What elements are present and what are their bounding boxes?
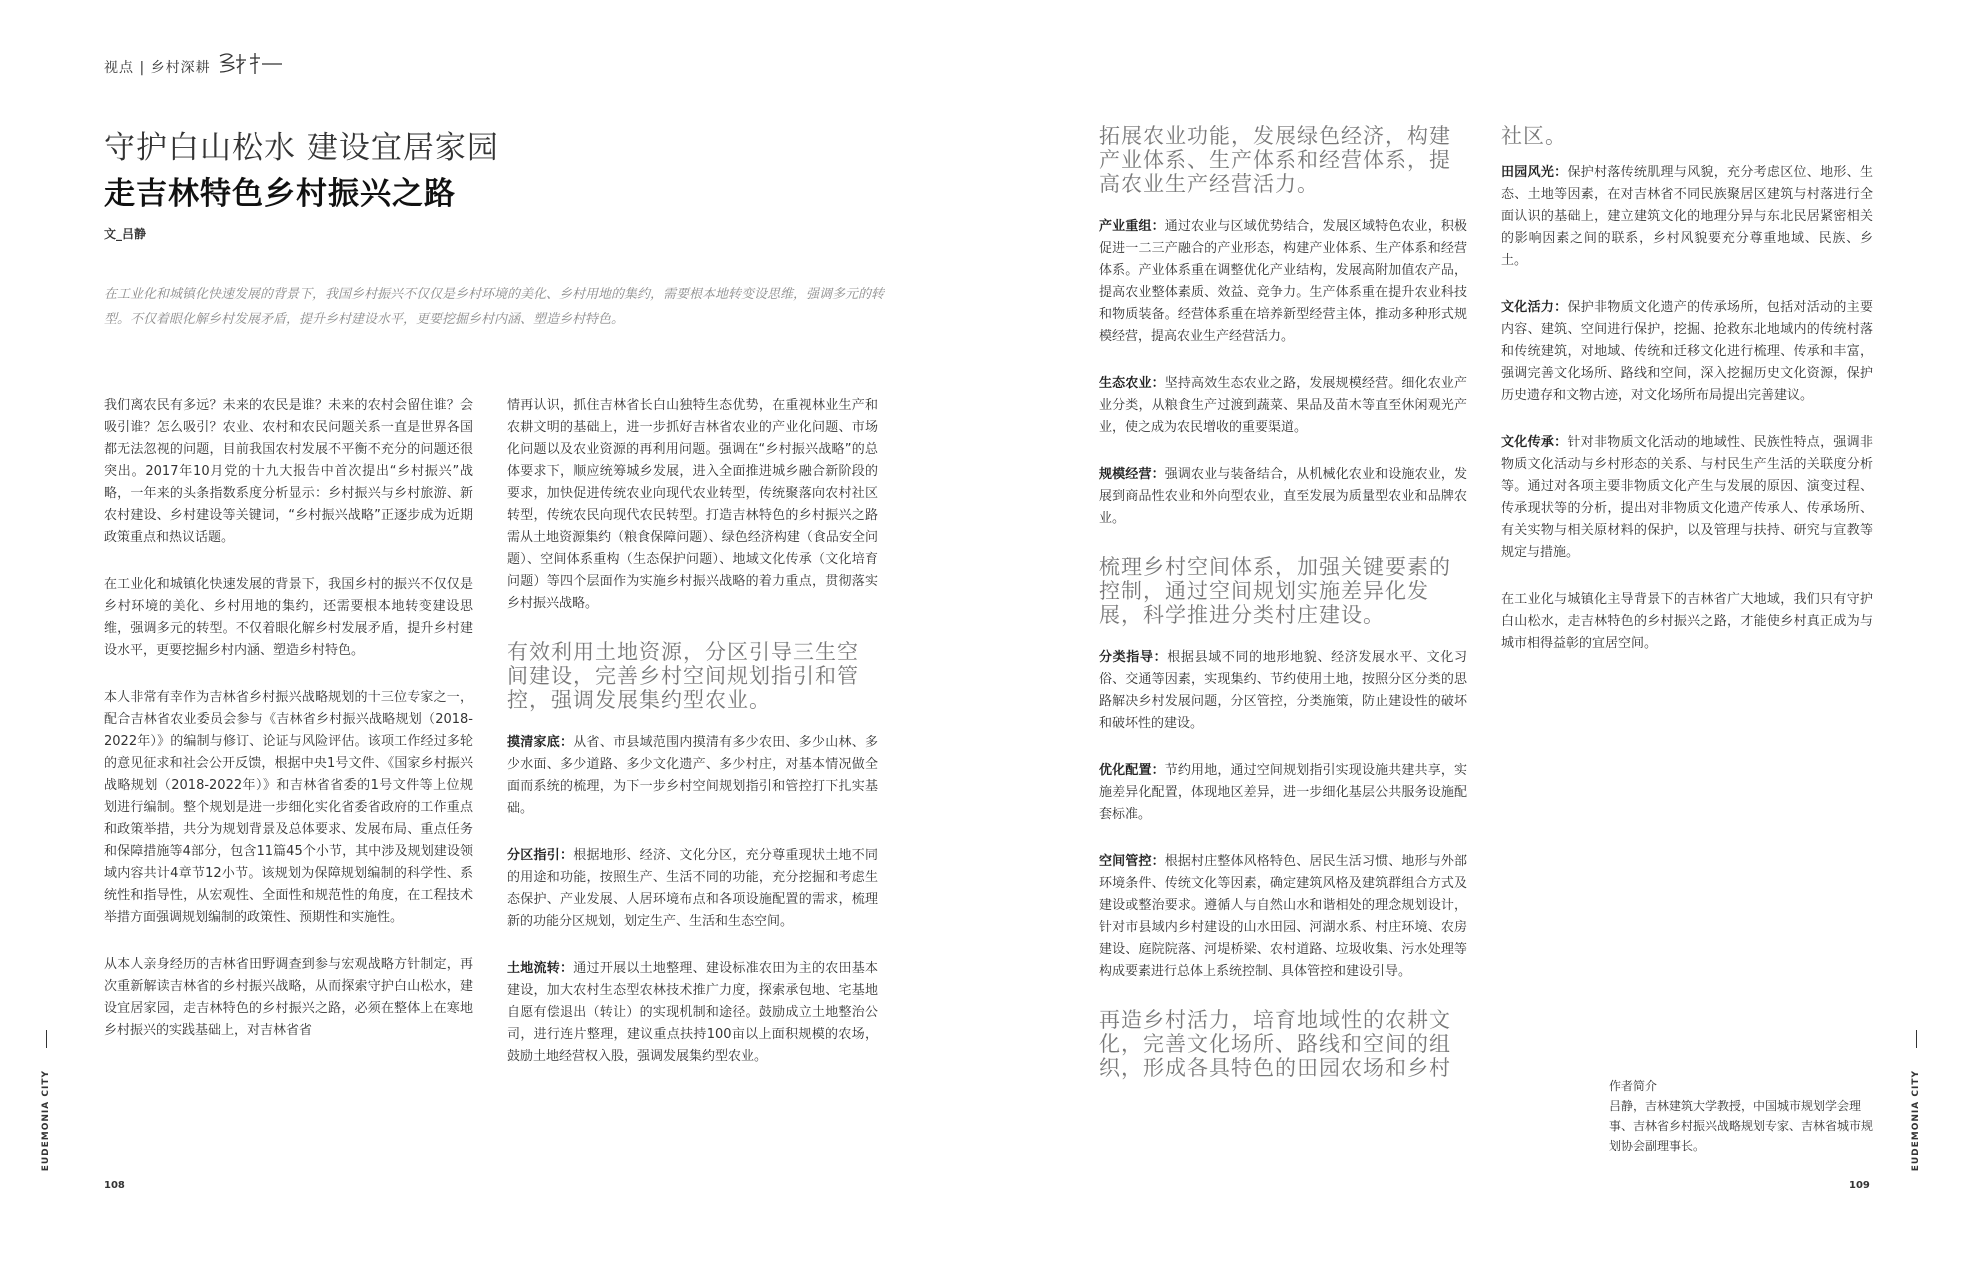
section-heading-tail: 社区。 xyxy=(1501,124,1567,148)
item-label: 田园风光： xyxy=(1501,165,1568,180)
paragraph: 从本人亲身经历的吉林省田野调查到参与宏观战略方针制定，再次重新解读吉林省的乡村振兴战略，从而探索守护白山松水，建设宜居家园，走吉林特色的乡村振兴之路，必须在整体上在寒地乡村振兴的实践基础上，对吉林省省 xyxy=(104,957,473,1038)
item-label: 分区指引： xyxy=(507,848,574,863)
item-text: 根据村庄整体风格特色、居民生活习惯、地形与外部环境条件、传统文化等因素，确定建筑风格及建筑群组合方式及建设或整治要求。遵循人与自然山水和谐相处的理念规划设计，针对市县域内乡村建设的山水田园、河湖水系、村庄环境、农房建设、庭院院落、河堤桥梁、农村道路、垃圾收集、污水处理等构成要素进行总体上系统控制、具体管控和建设引导。 xyxy=(1099,854,1467,979)
list-item xyxy=(1099,216,1467,348)
list-item xyxy=(1501,162,1873,272)
section-heading: 拓展农业功能，发展绿色经济，构建产业体系、生产体系和经营体系，提高农业生产经营活力。 xyxy=(1099,124,1451,196)
list-item xyxy=(1099,464,1467,530)
item-label: 土地流转： xyxy=(507,961,574,976)
side-brand-text: EUDEMONIA CITY xyxy=(1911,1070,1921,1172)
item-label: 优化配置： xyxy=(1099,763,1165,778)
page-number: 109 xyxy=(1849,1180,1870,1191)
closing-paragraph: 在工业化与城镇化主导背景下的吉林省广大地域，我们只有守护白山松水，走吉林特色的乡村振兴之路，才能使乡村真正成为与城市相得益彰的宜居空间。 xyxy=(1501,592,1873,651)
item-label: 空间管控： xyxy=(1099,854,1165,869)
list-item xyxy=(1099,760,1467,826)
item-label: 摸清家底： xyxy=(507,735,574,750)
lead-paragraph: 在工业化和城镇化快速发展的背景下，我国乡村振兴不仅仅是乡村环境的美化、乡村用地的集约，需要根本地转变设思维，强调多元的转型。不仅着眼化解乡村发展矛盾，提升乡村建设水平，更要挖掘乡村内涵、塑造乡村特色。 xyxy=(104,287,885,327)
item-text: 通过开展以土地整理、建设标准农田为主的农田基本建设，加大农村生态型农林技术推广力度，探索承包地、宅基地自愿有偿退出（转让）的实现机制和途径。鼓励成立土地整治公司，进行连片整理，建议重点扶持100亩以上面积规模的农场，鼓励土地经营权入股，强调发展集约型农业。 xyxy=(507,961,878,1064)
item-label: 文化传承： xyxy=(1501,435,1568,450)
author-heading: 作者简介 xyxy=(1609,1079,1658,1093)
list-item xyxy=(1501,297,1873,407)
item-text: 保护村落传统肌理与风貌，充分考虑区位、地形、生态、土地等因素，在对吉林省不同民族聚居区建筑与村落进行全面认识的基础上，建立建筑文化的地理分异与东北民居紧密相关的影响因素之间的联系，乡村风貌要充分尊重地域、民族、乡土。 xyxy=(1501,165,1873,268)
list-item xyxy=(507,732,878,820)
section-heading: 再造乡村活力，培育地域性的农耕文化，完善文化场所、路线和空间的组织，形成各具特色的田园农场和乡村 xyxy=(1099,1008,1451,1080)
paragraph: 本人非常有幸作为吉林省乡村振兴战略规划的十三位专家之一，配合吉林省农业委员会参与《吉林省乡村振兴战略规划（2018-2022年）》的编制与修订、论证与风险评估。该项工作经过多轮的意见征求和社会公开反馈，根据中央1号文件、《国家乡村振兴战略规划（2018-2022年）》和吉林省省委的1号文件等上位规划进行编制。整个规划是进一步细化实化省委省政府的工作重点和政策举措，共分为规划背景及总体要求、发展布局、重点任务和保障措施等4部分，包含11篇45个小节，其中涉及规划建设领域内容共计4章节12小节。该规划为保障规划编制的科学性、系统性和指导性，从宏观性、全面性和规范性的角度，在工程技术举措方面强调规划编制的政策性、预期性和实施性。 xyxy=(104,690,473,925)
section-heading: 梳理乡村空间体系，加强关键要素的控制，通过空间规划实施差异化发展，科学推进分类村庄建设。 xyxy=(1099,555,1451,627)
item-label: 规模经营： xyxy=(1099,467,1165,482)
list-item xyxy=(1099,647,1467,735)
item-text: 针对非物质文化活动的地域性、民族性特点，强调非物质文化活动与乡村形态的关系、与村民生产生活的关联度分析等。通过对各项主要非物质文化产生与发展的原因、演变过程、传承现状等的分析，提出对非物质文化遗产传承人、传承场所、有关实物与相关原材料的保护，以及管理与扶持、研究与宣教等规定与措施。 xyxy=(1501,435,1873,560)
left-column-2 xyxy=(507,395,878,1093)
side-brand-text: EUDEMONIA CITY xyxy=(41,1070,51,1172)
item-text: 坚持高效生态农业之路，发展规模经营。细化农业产业分类，从粮食生产过渡到蔬菜、果品及苗木等直至休闲观光产业，使之成为农民增收的重要渠道。 xyxy=(1099,376,1467,435)
item-label: 产业重组： xyxy=(1099,219,1165,234)
side-tick xyxy=(46,1030,47,1048)
article-subtitle: 走吉林特色乡村振兴之路 xyxy=(104,176,456,212)
right-column-1 xyxy=(1099,124,1467,1100)
paragraph: 在工业化和城镇化快速发展的背景下，我国乡村的振兴不仅仅是乡村环境的美化、乡村用地的集约，还需要根本地转变建设思维，强调多元的转型。不仅着眼化解乡村发展矛盾，提升乡村建设水平，更要挖掘乡村内涵、塑造乡村特色。 xyxy=(104,577,473,658)
list-item xyxy=(1501,432,1873,564)
left-column-1 xyxy=(104,395,473,1067)
right-page xyxy=(981,0,1962,1264)
item-label: 文化活力： xyxy=(1501,300,1568,315)
item-text: 从省、市县域范围内摸清有多少农田、多少山林、多少水面、多少道路、多少文化遗产、多少村庄，对基本情况做全面而系统的梳理，为下一步乡村空间规划指引和管控打下扎实基础。 xyxy=(507,735,878,816)
item-text: 保护非物质文化遗产的传承场所，包括对活动的主要内容、建筑、空间进行保护，挖掘、抢救东北地域内的传统村落和传统建筑，对地域、传统和迁移文化进行梳理、传承和丰富，强调完善文化场所、路线和空间，深入挖掘历史文化资源，保护历史遗存和文物古迹，对文化场所布局提出完善建议。 xyxy=(1501,300,1873,403)
item-text: 根据地形、经济、文化分区，充分尊重现状土地不同的用途和功能，按照生产、生活不同的功能，充分挖掘和考虑生态保护、产业发展、人居环境布点和各项设施配置的需求，梳理新的功能分区规划，划定生产、生活和生态空间。 xyxy=(507,848,878,929)
page-number: 108 xyxy=(104,1180,125,1191)
list-item xyxy=(507,845,878,933)
item-text: 节约用地，通过空间规划指引实现设施共建共享，实施差异化配置，体现地区差异，进一步细化基层公共服务设施配套标准。 xyxy=(1099,763,1467,822)
list-item xyxy=(1099,373,1467,439)
side-tick xyxy=(1916,1030,1917,1048)
section-label: 视点 | 乡村深耕 xyxy=(104,60,211,76)
section-logo xyxy=(218,50,282,76)
section-heading: 有效利用土地资源，分区引导三生空间建设，完善乡村空间规划指引和管控，强调发展集约型农业。 xyxy=(507,640,859,712)
paragraph: 情再认识，抓住吉林省长白山独特生态优势，在重视林业生产和农耕文明的基础上，进一步抓好吉林省农业的产业化问题、市场化问题以及农业资源的再利用问题。强调在“乡村振兴战略”的总体要求下，顺应统筹城乡发展，进入全面推进城乡融合新阶段的要求，加快促进传统农业向现代农业转型，传统聚落向农村社区转型，传统农民向现代农民转型。打造吉林特色的乡村振兴之路需从土地资源集约（粮食保障问题）、绿色经济构建（食品安全问题）、空间体系重构（生态保护问题）、地域文化传承（文化培育问题）等四个层面作为实施乡村振兴战略的着力重点，贯彻落实乡村振兴战略。 xyxy=(507,398,878,611)
article-title: 守护白山松水 建设宜居家园 xyxy=(104,130,499,166)
byline: 文_吕静 xyxy=(104,227,147,241)
paragraph: 我们离农民有多远？未来的农民是谁？未来的农村会留住谁？会吸引谁？怎么吸引？农业、农村和农民问题关系一直是世界各国都无法忽视的问题，目前我国农村发展不平衡不充分的问题还很突出。2017年10月党的十九大报告中首次提出“乡村振兴”战略，一年来的头条指数系度分析显示：乡村振兴与乡村旅游、新农村建设、乡村建设等关键词，“乡村振兴战略”正逐步成为近期政策重点和热议话题。 xyxy=(104,398,473,545)
item-label: 生态农业： xyxy=(1099,376,1165,391)
item-text: 通过农业与区域优势结合，发展区域特色农业，积极促进一二三产融合的产业形态，构建产业体系、生产体系和经营体系。产业体系重在调整优化产业结构，发展高附加值农产品，提高农业整体素质、效益、竞争力。生产体系重在提升农业科技和物质装备。经营体系重在培养新型经营主体，推动多种形式规模经营，提高农业生产经营活力。 xyxy=(1099,219,1467,344)
author-info xyxy=(1609,1076,1881,1156)
item-text: 根据县域不同的地形地貌、经济发展水平、文化习俗、交通等因素，实现集约、节约使用土地，按照分区分类的思路解决乡村发展问题，分区管控，分类施策，防止建设性的破坏和破坏性的建设。 xyxy=(1099,650,1467,731)
right-column-2 xyxy=(1501,124,1873,680)
item-text: 强调农业与装备结合，从机械化农业和设施农业，发展到商品性农业和外向型农业，直至发展为质量型农业和品牌农业。 xyxy=(1099,467,1467,526)
author-bio: 吕静，吉林建筑大学教授，中国城市规划学会理事、吉林省乡村振兴战略规划专家、吉林省城市规划协会副理事长。 xyxy=(1609,1099,1874,1153)
list-item xyxy=(1099,851,1467,983)
item-label: 分类指导： xyxy=(1099,650,1168,665)
list-item xyxy=(507,958,878,1068)
